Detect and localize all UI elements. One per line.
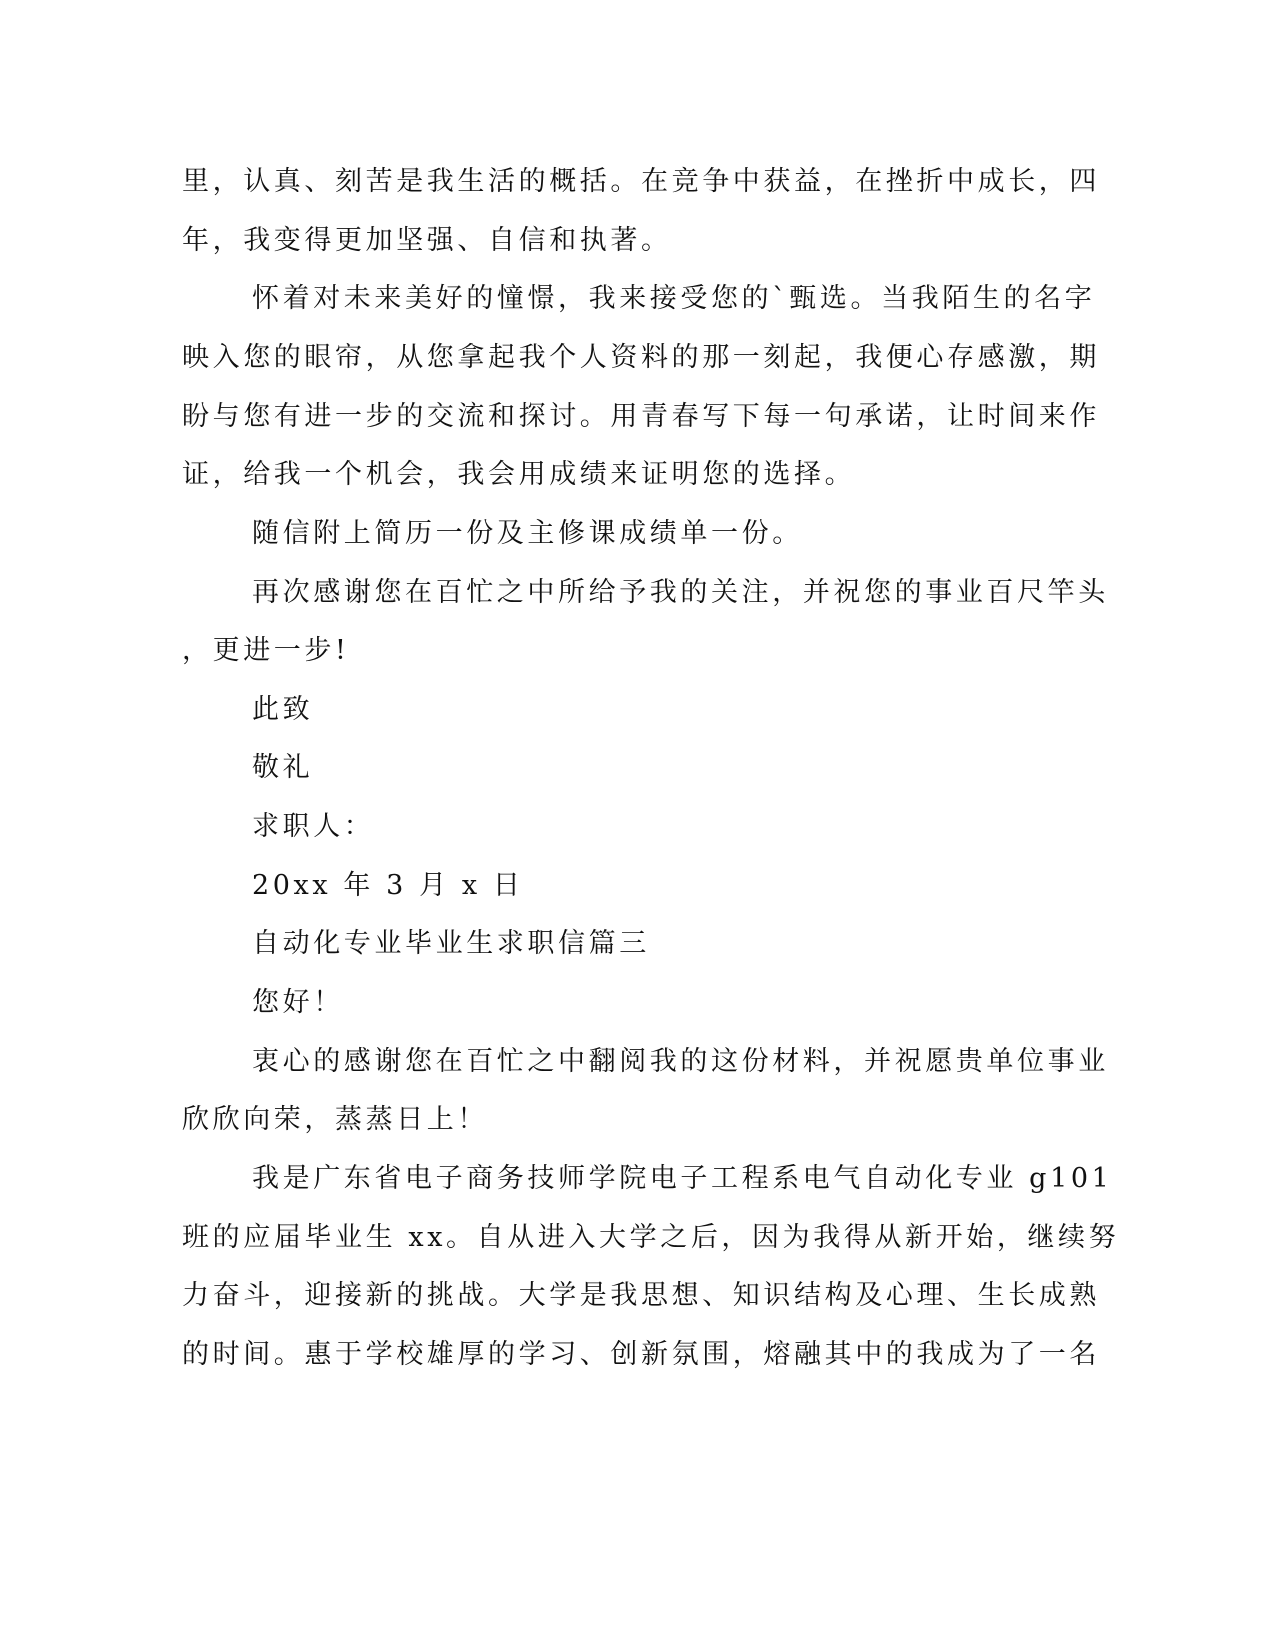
body-text-line: 我是广东省电子商务技师学院电子工程系电气自动化专业 g101 xyxy=(252,1163,1113,1194)
signature-label: 求职人： xyxy=(252,811,375,842)
body-text-line: 力奋斗，迎接新的挑战。大学是我思想、知识结构及心理、生长成熟 xyxy=(182,1280,1100,1311)
body-text-line: 欣欣向荣，蒸蒸日上！ xyxy=(182,1104,488,1135)
body-text-line: 衷心的感谢您在百忙之中翻阅我的这份材料，并祝愿贵单位事业 xyxy=(252,1046,1109,1077)
body-text-line: 年，我变得更加坚强、自信和执著。 xyxy=(182,225,672,256)
body-text-line: 盼与您有进一步的交流和探讨。用青春写下每一句承诺，让时间来作 xyxy=(182,401,1100,432)
section-title: 自动化专业毕业生求职信篇三 xyxy=(252,928,650,959)
body-text-line: 里，认真、刻苦是我生活的概括。在竞争中获益，在挫折中成长，四 xyxy=(182,166,1100,197)
body-text-line: 随信附上简历一份及主修课成绩单一份。 xyxy=(252,518,803,549)
body-text-line: 再次感谢您在百忙之中所给予我的关注，并祝您的事业百尺竿头 xyxy=(252,577,1109,608)
body-text-line: 的时间。惠于学校雄厚的学习、创新氛围，熔融其中的我成为了一名 xyxy=(182,1339,1100,1370)
date-line: 20xx 年 3 月 x 日 xyxy=(252,870,524,901)
body-text-line: 班的应届毕业生 xx。自从进入大学之后，因为我得从新开始，继续努 xyxy=(182,1222,1120,1253)
body-text-line: 映入您的眼帘，从您拿起我个人资料的那一刻起，我便心存感激，期 xyxy=(182,342,1100,373)
body-text-line: ，更进一步! xyxy=(182,635,350,666)
salutation-closing: 此致 xyxy=(252,694,314,725)
greeting: 您好！ xyxy=(252,987,344,1018)
salutation-regards: 敬礼 xyxy=(252,752,314,783)
body-text-line: 证，给我一个机会，我会用成绩来证明您的选择。 xyxy=(182,459,856,490)
body-text-line: 怀着对未来美好的憧憬，我来接受您的`甄选。当我陌生的名字 xyxy=(252,283,1096,314)
